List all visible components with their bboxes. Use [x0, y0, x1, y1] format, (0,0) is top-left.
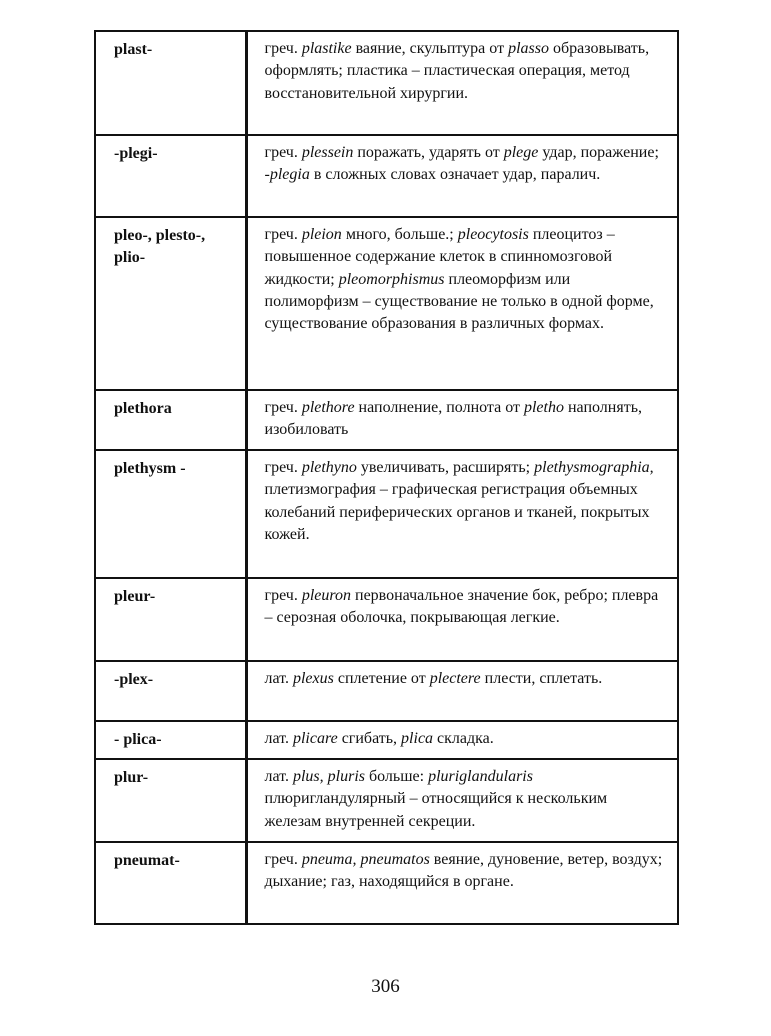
definition-fragment: сгибать, [337, 730, 402, 747]
latin-term: pleuron [301, 587, 351, 604]
table-row [95, 31, 678, 135]
definition-text [248, 579, 678, 637]
definition-cell [246, 842, 678, 924]
definition-fragment: первоначальное значение бок, ребро; плевра – серозная оболочка, покрывающая легкие. [264, 587, 659, 627]
table-row [95, 450, 678, 578]
definition-fragment: греч. [264, 40, 302, 57]
latin-term: plasso [508, 40, 549, 57]
term-text: pleo-, plesto-, plio- [114, 227, 206, 266]
definition-fragment: плюригландулярный – относящийся к нескольким железам внутренней секреции. [264, 790, 608, 830]
term-text: plethora [114, 400, 172, 417]
definition-fragment: в сложных словах означает удар, паралич. [309, 166, 601, 184]
definition-cell [246, 661, 678, 721]
definition-fragment: греч. [264, 226, 302, 243]
definition-cell [246, 759, 678, 842]
latin-term: plethyno [301, 459, 357, 476]
definition-fragment: греч. [264, 851, 302, 868]
definition-cell [246, 31, 678, 135]
table-row [95, 578, 678, 661]
latin-term: plexus [292, 670, 334, 687]
definition-text [248, 218, 678, 342]
definition-fragment: греч. [264, 587, 302, 604]
latin-term: plicare [292, 730, 338, 747]
latin-term: plethysmographia, [534, 459, 654, 476]
definition-fragment: удар, поражение; [538, 144, 659, 161]
terms-table [94, 30, 679, 925]
latin-term: pneuma, pneumatos [301, 851, 430, 868]
latin-term: plege [503, 144, 539, 161]
term-cell [95, 721, 246, 759]
definition-cell [246, 217, 678, 390]
definition-fragment: наполнять, изобиловать [264, 399, 642, 439]
latin-term: -plegia [264, 166, 310, 184]
term-cell [95, 759, 246, 842]
latin-term: plectere [429, 670, 481, 687]
table-row [95, 842, 678, 924]
table-row [95, 759, 678, 842]
latin-term: pleocytosis [457, 226, 529, 243]
definition-fragment: греч. [264, 144, 302, 161]
definition-fragment: образовывать, оформлять; пластика – пластическая операция, метод восстановительной хирургии. [264, 40, 650, 102]
definition-fragment: сплетение от [333, 670, 430, 687]
definition-fragment: плеоцитоз – повышенное содержание клеток в спинномозговой жидкости; [264, 226, 615, 288]
term-text: plur- [114, 769, 149, 786]
term-text: -plex- [114, 671, 154, 688]
definition-fragment: увеличивать, расширять; [356, 459, 535, 476]
definition-text [248, 32, 678, 112]
definition-text [248, 136, 678, 194]
definition-cell [246, 390, 678, 450]
definition-text [248, 760, 678, 840]
term-cell [95, 578, 246, 661]
term-cell [95, 217, 246, 390]
term-cell [95, 450, 246, 578]
definition-fragment: плетизмография – графическая регистрация объемных колебаний периферических органов и тканей, покрытых кожей. [264, 481, 650, 543]
term-text: pneumat- [114, 852, 180, 869]
latin-term: pleomorphismus [338, 270, 445, 288]
definition-fragment: поражать, ударять от [353, 144, 504, 161]
latin-term: pleion [301, 226, 342, 243]
term-cell [95, 842, 246, 924]
page-number: 306 [371, 976, 400, 997]
definition-fragment: лат. [264, 730, 293, 747]
table-row [95, 390, 678, 450]
definition-fragment: веяние, дуновение, ветер, воздух; дыхание; газ, находящийся в органе. [264, 851, 663, 891]
table-row [95, 721, 678, 759]
definition-text [248, 843, 678, 901]
definition-fragment: больше: [364, 768, 429, 785]
term-text: plast- [114, 41, 153, 58]
latin-term: plastike [301, 40, 352, 57]
term-text: -plegi- [114, 145, 158, 162]
definition-cell [246, 721, 678, 759]
definition-text [248, 722, 678, 757]
definition-fragment: греч. [264, 399, 302, 416]
definition-fragment: складка. [433, 730, 494, 747]
term-cell [95, 31, 246, 135]
definition-fragment: много, больше.; [341, 226, 458, 243]
term-text: - plica- [114, 731, 162, 748]
latin-term: plessein [301, 144, 354, 161]
definition-cell [246, 578, 678, 661]
latin-term: pletho [523, 399, 564, 416]
latin-term: plica [401, 730, 434, 747]
definition-fragment: ваяние, скульптура от [351, 40, 509, 57]
terms-table-body [95, 31, 678, 924]
definition-fragment: греч. [264, 459, 302, 476]
latin-term: plus, pluris [292, 768, 365, 785]
definition-fragment: лат. [264, 670, 293, 687]
definition-text [248, 662, 678, 697]
definition-fragment: плеоморфизм или полиморфизм – существование не только в одной форме, существование образования в различных формах. [264, 270, 654, 333]
term-text: pleur- [114, 588, 156, 605]
definition-text [248, 391, 678, 449]
term-cell [95, 390, 246, 450]
latin-term: pluriglandularis [428, 768, 533, 785]
table-row [95, 661, 678, 721]
definition-fragment: плести, сплетать. [480, 670, 603, 687]
term-cell [95, 135, 246, 217]
definition-cell [246, 135, 678, 217]
latin-term: plethore [301, 399, 355, 416]
definition-fragment: лат. [264, 768, 293, 785]
table-row [95, 135, 678, 217]
definition-text [248, 451, 678, 553]
definition-fragment: наполнение, полнота от [354, 399, 524, 416]
term-text: plethysm - [114, 460, 186, 477]
table-row [95, 217, 678, 390]
definition-cell [246, 450, 678, 578]
term-cell [95, 661, 246, 721]
